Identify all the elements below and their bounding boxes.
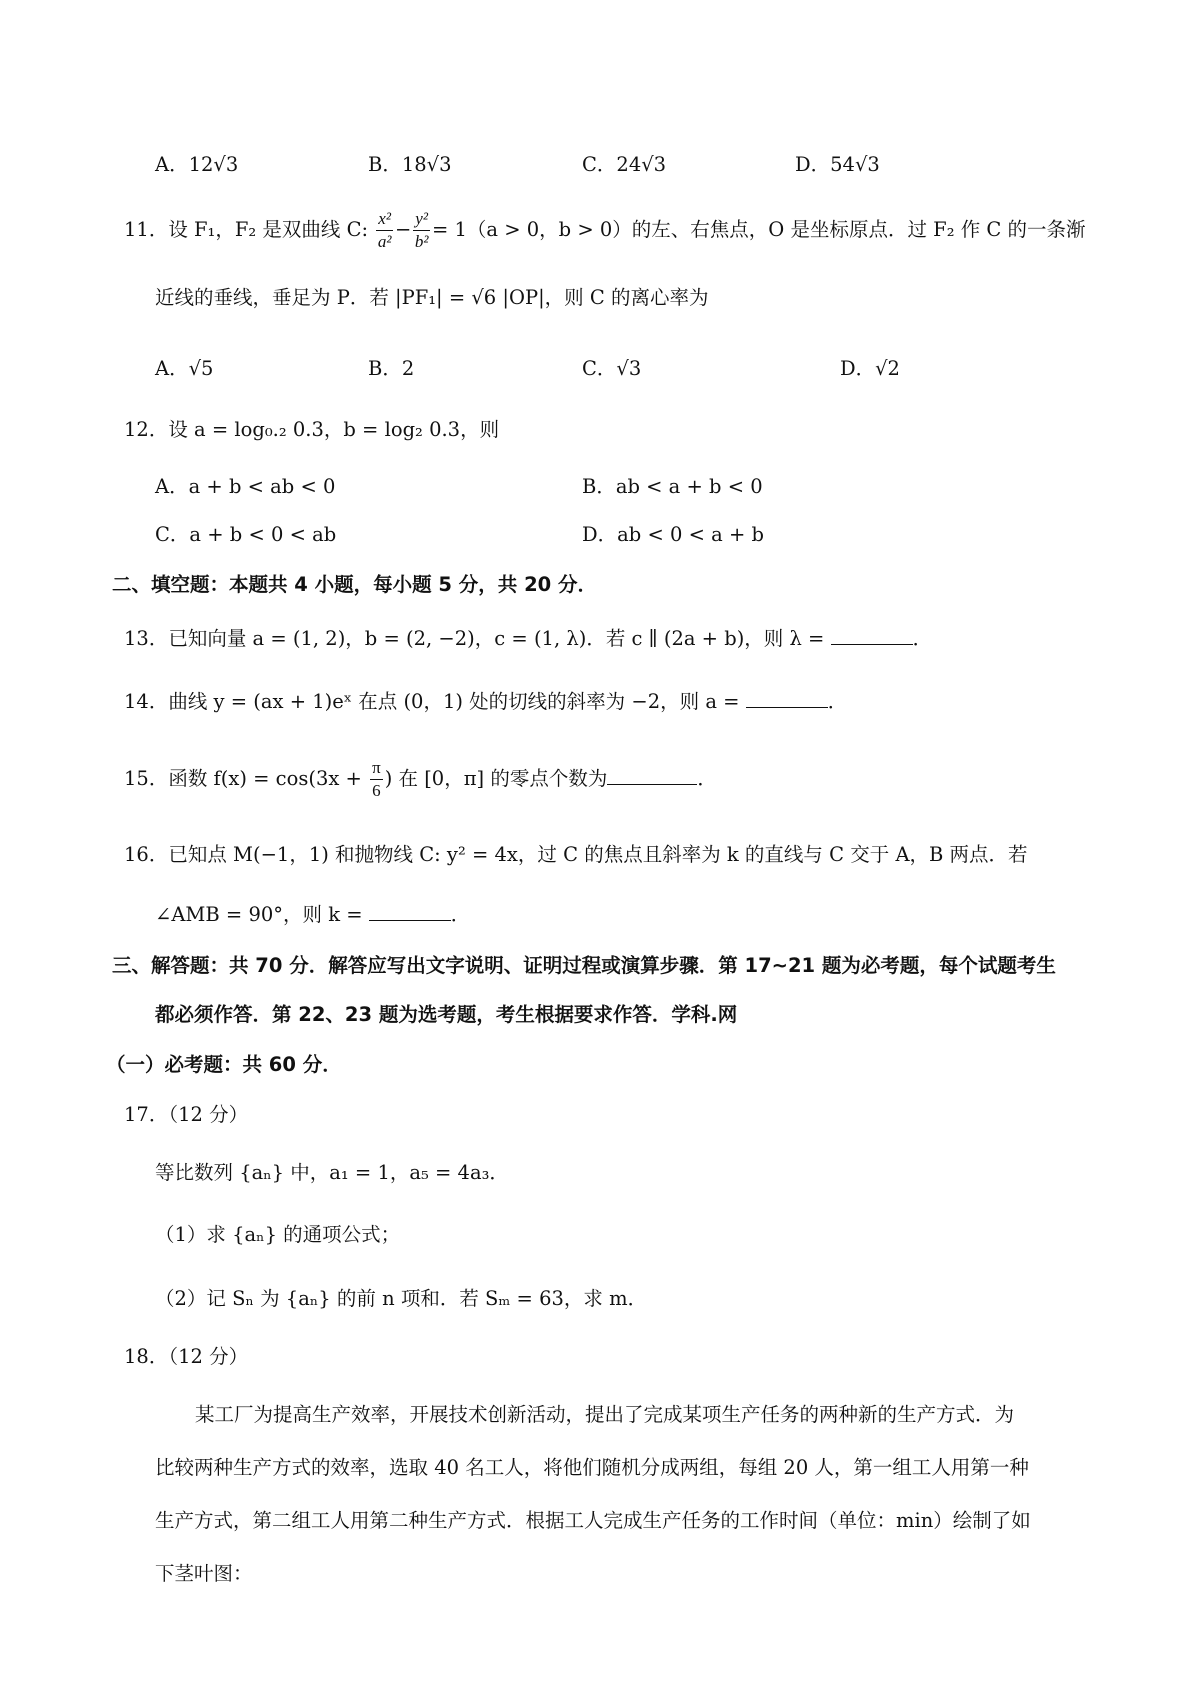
q18-paragraph-line3: 生产方式，第二组工人用第二种生产方式．根据工人完成生产任务的工作时间（单位：min）绘制了如 bbox=[155, 1509, 1031, 1532]
q14-end: ． bbox=[827, 690, 848, 713]
section-2-heading: 二、填空题：本题共 4 小题，每小题 5 分，共 20 分． bbox=[112, 573, 598, 596]
q15-text: 15．函数 f(x) = cos(3x + bbox=[124, 767, 369, 790]
q15-mid: ) 在 [0，π] 的零点个数为 bbox=[384, 767, 608, 790]
q11-option-a: A．√5 bbox=[155, 357, 214, 380]
q11-fraction-y bbox=[413, 208, 430, 253]
q16-answer-blank bbox=[369, 900, 451, 921]
q11-minus: − bbox=[394, 218, 412, 241]
section-3-heading-line1: 三、解答题：共 70 分．解答应写出文字说明、证明过程或演算步骤．第 17~21 题为必考题，每个试题考生 bbox=[112, 954, 1056, 977]
q12-stem: 12．设 a = log₀.₂ 0.3，b = log₂ 0.3，则 bbox=[124, 418, 500, 441]
q15-answer-blank bbox=[607, 764, 697, 785]
q10-option-d: D．54√3 bbox=[795, 153, 880, 176]
q11-frac1-num: x² bbox=[376, 208, 393, 231]
q17-header: 17．（12 分） bbox=[124, 1103, 249, 1126]
q15-frac-den: 6 bbox=[372, 781, 381, 800]
q11-frac1-den: a² bbox=[377, 232, 392, 251]
q16-line1: 16．已知点 M(−1，1) 和抛物线 C: y² = 4x，过 C 的焦点且斜率为 k 的直线与 C 交于 A，B 两点．若 bbox=[124, 843, 1028, 866]
q15-frac-num: π bbox=[370, 757, 383, 780]
q11-option-d: D．√2 bbox=[840, 357, 900, 380]
q13-end: ． bbox=[912, 627, 933, 650]
q11-suffix: = 1（a > 0，b > 0）的左、右焦点，O 是坐标原点．过 F₂ 作 C 的一条渐 bbox=[431, 218, 1086, 241]
q16-end: ． bbox=[450, 903, 471, 926]
q11-frac2-den: b² bbox=[414, 232, 429, 251]
q11-prefix: 11．设 F₁，F₂ 是双曲线 C: bbox=[124, 218, 375, 241]
q13-answer-blank bbox=[831, 624, 913, 645]
section-3-heading-line2: 都必须作答．第 22、23 题为选考题，考生根据要求作答．学科.网 bbox=[155, 1003, 738, 1026]
q13 bbox=[124, 624, 932, 654]
q12-option-d: D．ab < 0 < a + b bbox=[582, 523, 764, 546]
q10-option-b: B．18√3 bbox=[368, 153, 452, 176]
q18-header: 18．（12 分） bbox=[124, 1345, 249, 1368]
q10-option-c: C．24√3 bbox=[582, 153, 667, 176]
q11-line2: 近线的垂线，垂足为 P．若 |PF₁| = √6 |OP|，则 C 的离心率为 bbox=[155, 286, 709, 309]
q11-fraction-x bbox=[376, 208, 393, 253]
q14-answer-blank bbox=[746, 687, 828, 708]
q18-paragraph-line1: 某工厂为提高生产效率，开展技术创新活动，提出了完成某项生产任务的两种新的生产方式．为 bbox=[195, 1403, 1015, 1426]
q18-paragraph-line2: 比较两种生产方式的效率，选取 40 名工人，将他们随机分成两组，每组 20 人，第一组工人用第一种 bbox=[155, 1456, 1029, 1479]
subsection-required-heading: （一）必考题：共 60 分． bbox=[106, 1053, 342, 1076]
q11-option-c: C．√3 bbox=[582, 357, 642, 380]
q12-option-c: C．a + b < 0 < ab bbox=[155, 523, 337, 546]
q16-line2 bbox=[155, 900, 470, 930]
q15-fraction bbox=[370, 757, 383, 802]
q11-option-b: B．2 bbox=[368, 357, 415, 380]
q12-option-a: A．a + b < ab < 0 bbox=[155, 475, 336, 498]
q12-option-b: B．ab < a + b < 0 bbox=[582, 475, 763, 498]
q17-part2: （2）记 Sₙ 为 {aₙ} 的前 n 项和．若 Sₘ = 63，求 m． bbox=[155, 1287, 648, 1310]
q18-paragraph-line4: 下茎叶图： bbox=[155, 1562, 253, 1585]
q15 bbox=[124, 755, 717, 803]
q16-line2-text: ∠AMB = 90°，则 k = bbox=[155, 903, 369, 926]
q11-frac2-num: y² bbox=[413, 208, 430, 231]
q14 bbox=[124, 687, 847, 717]
q17-part1: （1）求 {aₙ} 的通项公式； bbox=[155, 1223, 401, 1246]
q17-stem: 等比数列 {aₙ} 中，a₁ = 1，a₅ = 4a₃． bbox=[155, 1161, 509, 1184]
q11-line1 bbox=[124, 206, 1086, 254]
q10-option-a: A．12√3 bbox=[155, 153, 239, 176]
q15-end: ． bbox=[697, 767, 717, 790]
q13-text: 13．已知向量 a = (1, 2)，b = (2, −2)，c = (1, λ)．若 c ∥ (2a + b)，则 λ = bbox=[124, 627, 831, 650]
q14-text: 14．曲线 y = (ax + 1)eˣ 在点 (0，1) 处的切线的斜率为 −2，则 a = bbox=[124, 690, 746, 713]
